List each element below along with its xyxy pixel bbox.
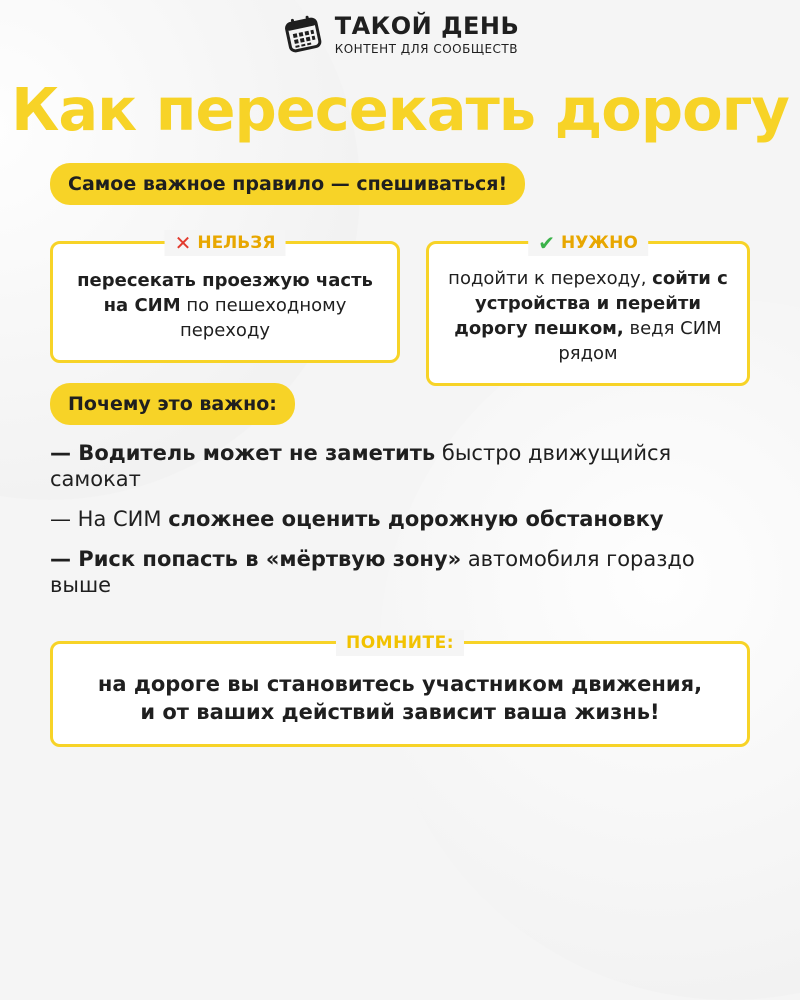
required-bold-text: сойти с устройства и перейти дорогу пешком,	[454, 268, 728, 339]
cross-icon: ✕	[174, 231, 192, 255]
required-text-1: подойти к переходу,	[448, 268, 653, 289]
rule-pill: Самое важное правило — спешиваться!	[50, 163, 525, 205]
required-label-text: НУЖНО	[560, 233, 638, 253]
brand-title: ТАКОЙ ДЕНЬ	[334, 12, 520, 40]
reason-bold: сложнее оценить дорожную обстановку	[168, 507, 664, 531]
forbidden-rest-text: по пешеходному переходу	[179, 295, 347, 341]
required-text-2: ведя СИМ рядом	[558, 318, 722, 364]
forbidden-label-text: НЕЛЬЗЯ	[197, 233, 276, 253]
list-item	[50, 506, 750, 532]
reason-bold: — Водитель может не заметить	[50, 441, 436, 465]
card-forbidden-label	[165, 230, 286, 256]
brand-subtitle: КОНТЕНТ ДЛЯ СООБЩЕСТВ	[334, 42, 518, 56]
forbidden-bold-text: пересекать проезжую часть на СИМ	[77, 270, 373, 316]
brand	[335, 12, 520, 56]
why-pill: Почему это важно:	[50, 383, 295, 425]
card-required	[426, 231, 750, 386]
reason-rest: автомобиля гораздо выше	[50, 547, 695, 597]
card-forbidden-text	[53, 268, 397, 343]
list-item	[50, 440, 750, 492]
reason-prefix: — На СИМ	[50, 507, 169, 531]
card-forbidden	[50, 231, 400, 363]
calendar-icon	[281, 12, 325, 56]
remember-label: ПОМНИТЕ:	[336, 630, 464, 656]
card-required-text	[429, 266, 747, 366]
list-item	[50, 546, 750, 598]
page-title: Как пересекать дорогу	[11, 75, 789, 144]
reason-bold: — Риск попасть в «мёртвую зону»	[50, 547, 462, 571]
card-required-label	[528, 230, 648, 256]
reason-rest: быстро движущийся самокат	[50, 441, 672, 491]
header	[0, 12, 800, 56]
remember-line-1: на дороге вы становитесь участником движения,	[97, 672, 703, 696]
card-remember	[50, 633, 750, 747]
reasons-list	[50, 440, 750, 612]
remember-line-2: и от ваших действий зависит ваша жизнь!	[140, 700, 660, 724]
checkmark-icon: ✔	[538, 231, 555, 255]
remember-text	[53, 670, 747, 726]
